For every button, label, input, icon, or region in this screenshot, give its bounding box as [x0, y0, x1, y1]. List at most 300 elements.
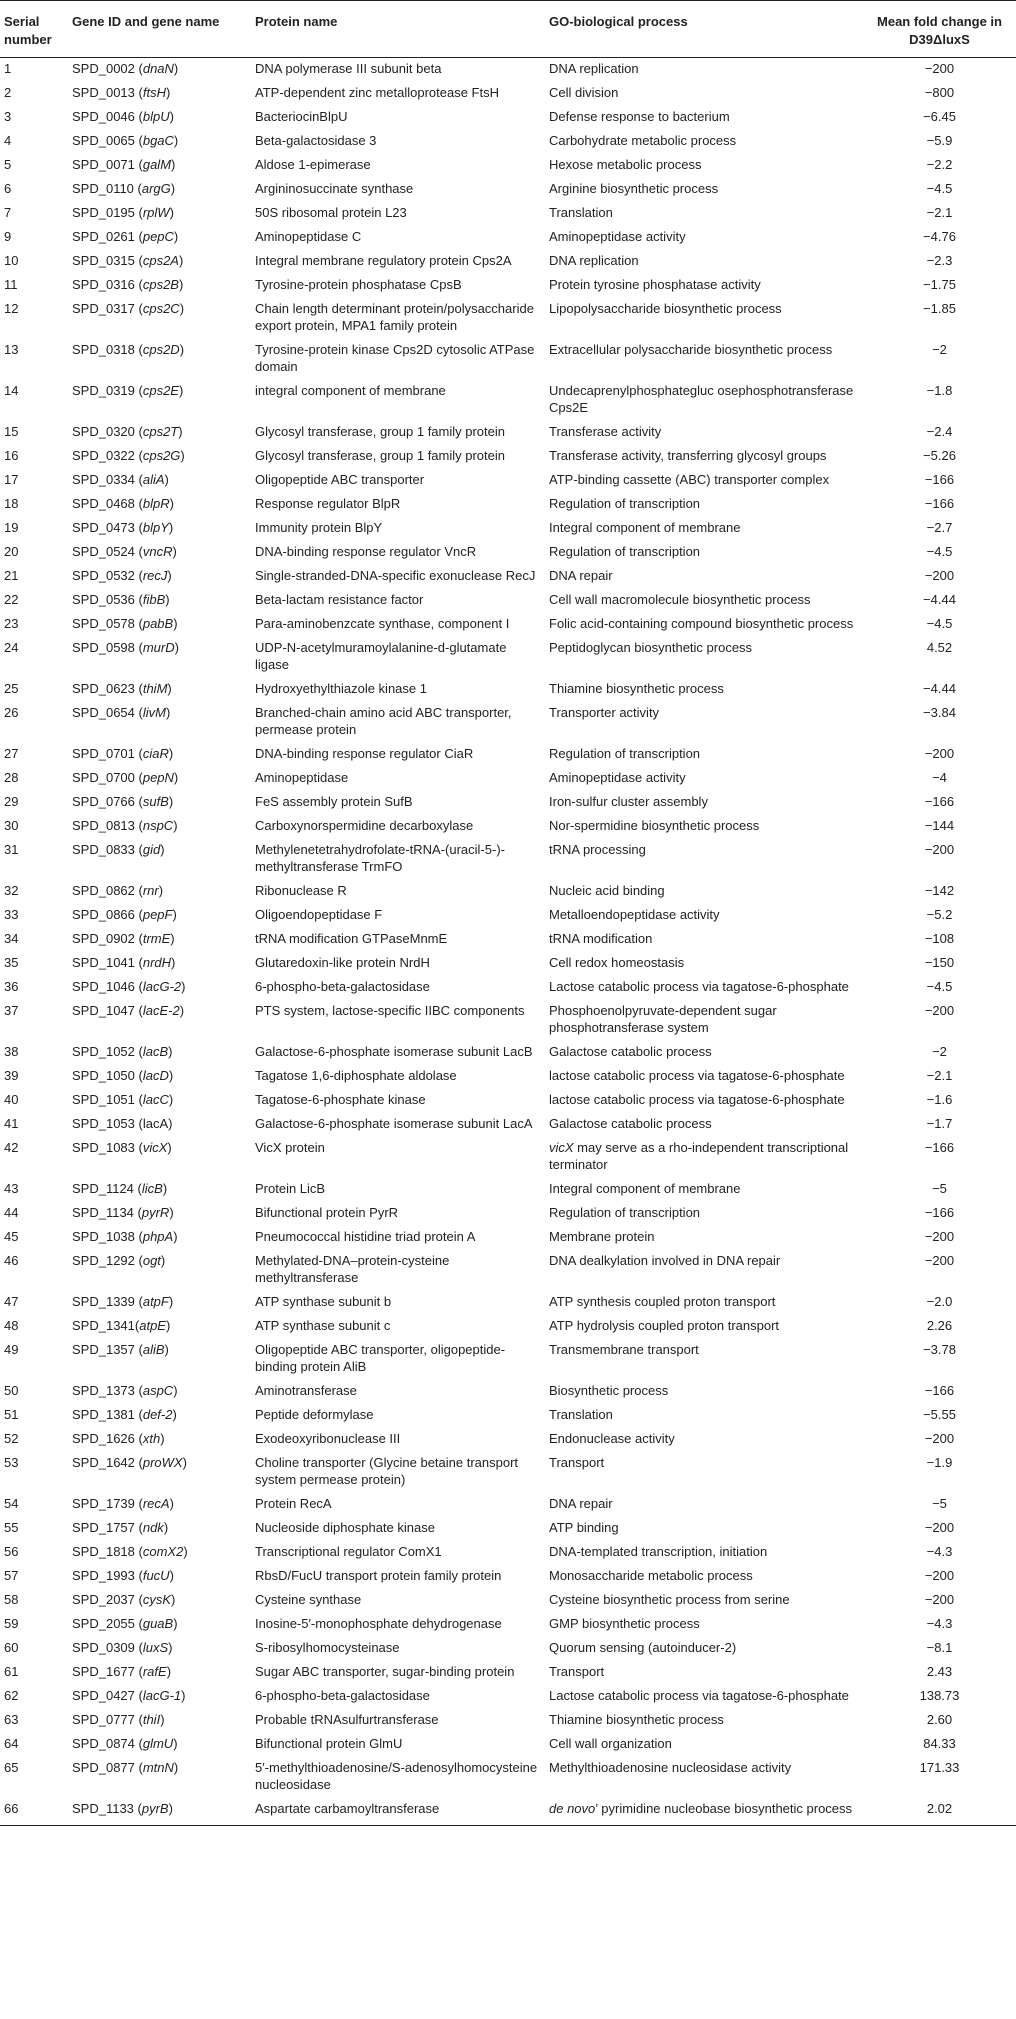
- gene-id: SPD_0862: [72, 883, 135, 898]
- go-process-cell: Folic acid-containing compound biosynthetic process: [549, 616, 854, 631]
- gene-name: ndk: [142, 1520, 164, 1535]
- gene-name: fibB: [142, 592, 166, 607]
- table-row: [0, 791, 1016, 815]
- go-process-cell: [545, 1798, 863, 1826]
- fold-change-cell: −166: [924, 472, 955, 487]
- table-row: [0, 1178, 1016, 1202]
- gene-cell: SPD_0046 (blpU): [72, 109, 174, 124]
- gene-cell: SPD_0002 (dnaN): [72, 61, 179, 76]
- serial-number-cell: 63: [4, 1712, 19, 1727]
- table-row: [0, 202, 1016, 226]
- serial-number-cell: 22: [4, 592, 19, 607]
- go-process-text: ’ pyrimidine nucleobase biosynthetic process: [595, 1801, 853, 1816]
- fold-change-cell: −166: [924, 1383, 955, 1398]
- serial-number-cell: 56: [4, 1544, 19, 1559]
- gene-id: SPD_0902: [72, 931, 135, 946]
- gene-id: SPD_1124: [72, 1181, 134, 1196]
- go-process-cell: Phosphoenolpyruvate-dependent sugar phosphotransferase system: [549, 1003, 777, 1035]
- gene-cell: SPD_1051 (lacC): [72, 1092, 174, 1107]
- serial-number-cell: 64: [4, 1736, 19, 1751]
- gene-cell: SPD_1339 (atpF): [72, 1294, 174, 1309]
- gene-cell: SPD_0524 (vncR): [72, 544, 177, 559]
- serial-number-cell: 11: [4, 277, 18, 292]
- serial-number-cell: 48: [4, 1318, 19, 1333]
- protein-name-cell: Transcriptional regulator ComX1: [255, 1544, 442, 1559]
- serial-number-cell: 42: [4, 1140, 19, 1155]
- table-row: [0, 226, 1016, 250]
- fold-change-cell: −4.5: [926, 181, 953, 196]
- serial-number-cell: 34: [4, 931, 19, 946]
- protein-name-cell: 6-phospho-beta-galactosidase: [255, 979, 430, 994]
- fold-change-cell: −1.7: [926, 1116, 953, 1131]
- gene-id: SPD_0468: [72, 496, 135, 511]
- go-process-cell: Quorum sensing (autoinducer-2): [549, 1640, 737, 1655]
- protein-name-cell: Exodeoxyribonuclease III: [255, 1431, 401, 1446]
- go-process-cell: Regulation of transcription: [549, 496, 701, 511]
- gene-id: SPD_0654: [72, 705, 135, 720]
- gene-name: thiM: [142, 681, 168, 696]
- protein-name-cell: Inosine-5′-monophosphate dehydrogenase: [255, 1616, 502, 1631]
- gene-name: ogt: [142, 1253, 161, 1268]
- protein-name-cell: Para-aminobenzcate synthase, component I: [255, 616, 510, 631]
- fold-change-cell: −108: [924, 931, 955, 946]
- fold-change-cell: −166: [924, 1205, 955, 1220]
- go-process-cell: [545, 1137, 863, 1178]
- protein-name-cell: BacteriocinBlpU: [255, 109, 348, 124]
- gene-id: SPD_0319: [72, 383, 135, 398]
- table-row: [0, 1226, 1016, 1250]
- gene-name: aspC: [142, 1383, 174, 1398]
- gene-id: SPD_0261: [72, 229, 135, 244]
- gene-name: atpF: [142, 1294, 169, 1309]
- fold-change-cell: −2.7: [926, 520, 953, 535]
- gene-cell: SPD_1381 (def-2): [72, 1407, 177, 1422]
- gene-cell: SPD_1357 (aliB): [72, 1342, 169, 1357]
- table-row: [0, 880, 1016, 904]
- fold-change-cell: −200: [924, 61, 955, 76]
- gene-cell: SPD_0578 (pabB): [72, 616, 178, 631]
- protein-name-cell: Carboxynorspermidine decarboxylase: [255, 818, 474, 833]
- fold-change-cell: −2.4: [926, 424, 953, 439]
- protein-name-cell: DNA-binding response regulator VncR: [255, 544, 477, 559]
- gene-cell: SPD_0317 (cps2C): [72, 301, 185, 316]
- go-process-cell: Integral component of membrane: [549, 1181, 741, 1196]
- table-row: [0, 928, 1016, 952]
- gene-name: argG: [141, 181, 171, 196]
- serial-number-cell: 3: [4, 109, 12, 124]
- gene-id: SPD_1041: [72, 955, 135, 970]
- go-process-cell: Iron-sulfur cluster assembly: [549, 794, 708, 809]
- fold-change-cell: −4.5: [926, 616, 953, 631]
- gene-id: SPD_1642: [72, 1455, 135, 1470]
- gene-name: ciaR: [142, 746, 169, 761]
- gene-name: licB: [141, 1181, 163, 1196]
- gene-cell: SPD_0261 (pepC): [72, 229, 179, 244]
- serial-number-cell: 4: [4, 133, 12, 148]
- gene-cell: SPD_0468 (blpR): [72, 496, 174, 511]
- protein-name-cell: 5′-methylthioadenosine/S-adenosylhomocysteine nucleosidase: [255, 1760, 538, 1792]
- go-process-cell: Cell redox homeostasis: [549, 955, 685, 970]
- protein-name-cell: Probable tRNAsulfurtransferase: [255, 1712, 439, 1727]
- gene-name: trmE: [142, 931, 171, 946]
- gene-name: vncR: [142, 544, 173, 559]
- gene-cell: SPD_1038 (phpA): [72, 1229, 178, 1244]
- go-process-cell: Transferase activity, transferring glycosyl groups: [549, 448, 827, 463]
- serial-number-cell: 35: [4, 955, 19, 970]
- gene-id: SPD_0334: [72, 472, 135, 487]
- fold-change-cell: −166: [924, 794, 955, 809]
- protein-name-cell: Tyrosine-protein kinase Cps2D cytosolic ATPase domain: [255, 342, 535, 374]
- gene-id: SPD_0578: [72, 616, 135, 631]
- table-row: [0, 1757, 1016, 1798]
- gene-cell: SPD_1041 (nrdH): [72, 955, 176, 970]
- gene-cell: SPD_1642 (proWX): [72, 1455, 187, 1470]
- table-row: [0, 743, 1016, 767]
- go-process-cell: DNA replication: [549, 61, 639, 76]
- protein-name-cell: Galactose-6-phosphate isomerase subunit LacA: [255, 1116, 533, 1131]
- gene-name: livM: [142, 705, 166, 720]
- gene-name: recA: [142, 1496, 170, 1511]
- go-process-cell: Cell wall macromolecule biosynthetic process: [549, 592, 811, 607]
- go-process-cell: Biosynthetic process: [549, 1383, 669, 1398]
- table-row: [0, 1065, 1016, 1089]
- fold-change-cell: 84.33: [923, 1736, 956, 1751]
- gene-name: lacG-1: [142, 1688, 182, 1703]
- gene-cell: SPD_0700 (pepN): [72, 770, 179, 785]
- gene-name: blpY: [142, 520, 169, 535]
- gene-cell: SPD_0874 (glmU): [72, 1736, 178, 1751]
- go-process-cell: lactose catabolic process via tagatose-6-phosphate: [549, 1068, 845, 1083]
- gene-cell: SPD_1052 (lacB): [72, 1044, 173, 1059]
- gene-id: SPD_0046: [72, 109, 135, 124]
- gene-name: sufB: [142, 794, 169, 809]
- serial-number-cell: 38: [4, 1044, 19, 1059]
- gene-cell: SPD_0318 (cps2D): [72, 342, 185, 357]
- serial-number-cell: 20: [4, 544, 19, 559]
- protein-name-cell: Methylated-DNA–protein-cysteine methyltransferase: [255, 1253, 450, 1285]
- gene-id: SPD_0065: [72, 133, 135, 148]
- protein-name-cell: Oligoendopeptidase F: [255, 907, 383, 922]
- protein-name-cell: ATP synthase subunit c: [255, 1318, 391, 1333]
- fold-change-cell: −200: [924, 1592, 955, 1607]
- table-row: [0, 565, 1016, 589]
- fold-change-cell: −3.84: [923, 705, 956, 720]
- fold-change-cell: −2.2: [926, 157, 953, 172]
- go-process-cell: Lipopolysaccharide biosynthetic process: [549, 301, 782, 316]
- table-row: [0, 1041, 1016, 1065]
- fold-change-cell: 2.60: [926, 1712, 953, 1727]
- gene-id: SPD_0110: [72, 181, 134, 196]
- serial-number-cell: 59: [4, 1616, 19, 1631]
- gene-id: SPD_0013: [72, 85, 135, 100]
- protein-name-cell: Sugar ABC transporter, sugar-binding protein: [255, 1664, 515, 1679]
- table-row: [0, 613, 1016, 637]
- gene-cell: SPD_0013 (ftsH): [72, 85, 171, 100]
- gene-name: lacE-2: [142, 1003, 180, 1018]
- go-process-cell: Carbohydrate metabolic process: [549, 133, 737, 148]
- go-process-cell: tRNA processing: [549, 842, 646, 857]
- table-body: [0, 58, 1016, 1826]
- protein-name-cell: Branched-chain amino acid ABC transporter, permease protein: [255, 705, 512, 737]
- gene-cell: SPD_0833 (gid): [72, 842, 165, 857]
- table-row: [0, 130, 1016, 154]
- protein-name-cell: Glutaredoxin-like protein NrdH: [255, 955, 430, 970]
- table-row: [0, 469, 1016, 493]
- gene-cell: SPD_1134 (pyrR): [72, 1205, 174, 1220]
- serial-number-cell: 32: [4, 883, 19, 898]
- serial-number-cell: 7: [4, 205, 12, 220]
- gene-cell: SPD_0777 (thiI): [72, 1712, 165, 1727]
- serial-number-cell: 29: [4, 794, 19, 809]
- gene-id: SPD_0315: [72, 253, 135, 268]
- gene-name: proWX: [142, 1455, 183, 1470]
- gene-cell: SPD_2037 (cysK): [72, 1592, 176, 1607]
- gene-id: SPD_2037: [72, 1592, 135, 1607]
- fold-change-cell: −2: [932, 1044, 947, 1059]
- gene-name: lacC: [142, 1092, 169, 1107]
- protein-name-cell: Bifunctional protein GlmU: [255, 1736, 403, 1751]
- protein-name-cell: FeS assembly protein SufB: [255, 794, 413, 809]
- fold-change-cell: −200: [924, 1431, 955, 1446]
- protein-name-cell: tRNA modification GTPaseMnmE: [255, 931, 448, 946]
- table-row: [0, 1452, 1016, 1493]
- gene-name: pepF: [142, 907, 173, 922]
- gene-name: pyrR: [141, 1205, 170, 1220]
- serial-number-cell: 28: [4, 770, 19, 785]
- gene-id: SPD_1051: [72, 1092, 135, 1107]
- gene-id: SPD_1757: [72, 1520, 135, 1535]
- gene-id: SPD_0700: [72, 770, 135, 785]
- gene-cell: SPD_1373 (aspC): [72, 1383, 178, 1398]
- gene-cell: SPD_1626 (xth): [72, 1431, 165, 1446]
- table-row: [0, 380, 1016, 421]
- table-row: [0, 1733, 1016, 1757]
- fold-change-cell: −142: [924, 883, 955, 898]
- table-row: [0, 1661, 1016, 1685]
- gene-cell: SPD_0701 (ciaR): [72, 746, 174, 761]
- table-row: [0, 1493, 1016, 1517]
- table-row: [0, 250, 1016, 274]
- protein-name-cell: Response regulator BlpR: [255, 496, 401, 511]
- go-process-cell: Aminopeptidase activity: [549, 770, 686, 785]
- protein-name-cell: Choline transporter (Glycine betaine transport system permease protein): [255, 1455, 519, 1487]
- fold-change-cell: −200: [924, 1003, 955, 1018]
- gene-id: SPD_0473: [72, 520, 135, 535]
- protein-name-cell: UDP-N-acetylmuramoylalanine-d-glutamate ligase: [255, 640, 507, 672]
- table-row: [0, 421, 1016, 445]
- fold-change-cell: −144: [924, 818, 955, 833]
- fold-change-cell: −5.55: [923, 1407, 956, 1422]
- fold-change-cell: −4.5: [926, 979, 953, 994]
- gene-name: luxS: [142, 1640, 169, 1655]
- gene-name: lacD: [142, 1068, 169, 1083]
- gene-id: SPD_0766: [72, 794, 135, 809]
- serial-number-cell: 26: [4, 705, 19, 720]
- go-process-cell: Lactose catabolic process via tagatose-6-phosphate: [549, 979, 849, 994]
- go-process-cell: ATP hydrolysis coupled proton transport: [549, 1318, 780, 1333]
- serial-number-cell: 65: [4, 1760, 19, 1775]
- serial-number-cell: 31: [4, 842, 19, 857]
- go-process-cell: Galactose catabolic process: [549, 1116, 712, 1131]
- gene-name: cps2C: [142, 301, 180, 316]
- table-row: [0, 1685, 1016, 1709]
- serial-number-cell: 9: [4, 229, 12, 244]
- gene-name: aliA: [142, 472, 165, 487]
- go-process-text: may serve as a rho-independent transcriptional terminator: [549, 1140, 849, 1172]
- gene-cell: SPD_1046 (lacG-2): [72, 979, 186, 994]
- go-process-cell: Cell wall organization: [549, 1736, 672, 1751]
- table-row: [0, 976, 1016, 1000]
- go-process-cell: DNA-templated transcription, initiation: [549, 1544, 768, 1559]
- fold-change-cell: −1.8: [926, 383, 953, 398]
- fold-change-cell: −4.3: [926, 1544, 953, 1559]
- protein-name-cell: Protein LicB: [255, 1181, 326, 1196]
- protein-name-cell: VicX protein: [255, 1140, 325, 1155]
- gene-name: comX2: [142, 1544, 184, 1559]
- fold-change-cell: −1.9: [926, 1455, 953, 1470]
- fold-change-cell: −800: [924, 85, 955, 100]
- protein-name-cell: Single-stranded-DNA-specific exonuclease RecJ: [255, 568, 536, 583]
- serial-number-cell: 18: [4, 496, 19, 511]
- protein-name-cell: integral component of membrane: [255, 383, 446, 398]
- serial-number-cell: 47: [4, 1294, 19, 1309]
- fold-change-cell: −2.0: [926, 1294, 953, 1309]
- table-row: [0, 1404, 1016, 1428]
- gene-id: SPD_1993: [72, 1568, 135, 1583]
- gene-name: ftsH: [142, 85, 166, 100]
- table-row: [0, 517, 1016, 541]
- gene-cell: SPD_1341(atpE): [72, 1318, 171, 1333]
- go-process-cell: Galactose catabolic process: [549, 1044, 712, 1059]
- gene-name: aliB: [142, 1342, 165, 1357]
- protein-name-cell: Oligopeptide ABC transporter, oligopeptide-binding protein AliB: [255, 1342, 506, 1374]
- table-row: [0, 1380, 1016, 1404]
- gene-id: SPD_0833: [72, 842, 135, 857]
- gene-id: SPD_1341: [72, 1318, 135, 1333]
- gene-cell: SPD_0902 (trmE): [72, 931, 175, 946]
- gene-cell: SPD_0110 (argG): [72, 181, 176, 196]
- fold-change-cell: 2.02: [863, 1798, 1016, 1826]
- serial-number-cell: 66: [0, 1798, 68, 1826]
- table-row: [0, 1798, 1016, 1826]
- table-row: [0, 154, 1016, 178]
- go-process-cell: Transport: [549, 1455, 605, 1470]
- serial-number-cell: 24: [4, 640, 19, 655]
- protein-name-cell: Aminopeptidase: [255, 770, 349, 785]
- gene-id: SPD_0532: [72, 568, 135, 583]
- header-go-process: GO-biological process: [545, 1, 863, 58]
- gene-name: mtnN: [142, 1760, 174, 1775]
- gene-cell: SPD_1993 (fucU): [72, 1568, 174, 1583]
- serial-number-cell: 60: [4, 1640, 19, 1655]
- serial-number-cell: 46: [4, 1253, 19, 1268]
- table-row: [0, 82, 1016, 106]
- table-row: [0, 637, 1016, 678]
- serial-number-cell: 61: [4, 1664, 19, 1679]
- fold-change-cell: −1.6: [926, 1092, 953, 1107]
- go-process-cell: ATP synthesis coupled proton transport: [549, 1294, 776, 1309]
- protein-name-cell: Argininosuccinate synthase: [255, 181, 414, 196]
- protein-name-cell: Galactose-6-phosphate isomerase subunit LacB: [255, 1044, 533, 1059]
- fold-change-cell: −200: [924, 842, 955, 857]
- gene-name: bgaC: [142, 133, 174, 148]
- go-process-cell: lactose catabolic process via tagatose-6-phosphate: [549, 1092, 845, 1107]
- go-process-cell: Endonuclease activity: [549, 1431, 675, 1446]
- go-process-cell: Nor-spermidine biosynthetic process: [549, 818, 760, 833]
- gene-name: rafE: [142, 1664, 167, 1679]
- gene-cell: SPD_0536 (fibB): [72, 592, 170, 607]
- table-row: [0, 1202, 1016, 1226]
- protein-name-cell: Glycosyl transferase, group 1 family protein: [255, 424, 505, 439]
- gene-cell: SPD_1818 (comX2): [72, 1544, 188, 1559]
- gene-name: lacB: [142, 1044, 169, 1059]
- table-row: [0, 702, 1016, 743]
- go-process-cell: Translation: [549, 1407, 613, 1422]
- protein-name-cell: DNA polymerase III subunit beta: [255, 61, 442, 76]
- go-process-cell: Integral component of membrane: [549, 520, 741, 535]
- gene-id: SPD_1381: [72, 1407, 135, 1422]
- gene-cell: SPD_0862 (rnr): [72, 883, 164, 898]
- protein-name-cell: Chain length determinant protein/polysaccharide export protein, MPA1 family protein: [255, 301, 534, 333]
- gene-name: nrdH: [142, 955, 172, 970]
- gene-id: SPD_0777: [72, 1712, 135, 1727]
- gene-id: SPD_2055: [72, 1616, 135, 1631]
- gene-id: SPD_1052: [72, 1044, 135, 1059]
- gene-id: SPD_1083: [72, 1140, 135, 1155]
- gene-name: thiI: [142, 1712, 161, 1727]
- go-process-cell: Regulation of transcription: [549, 1205, 701, 1220]
- serial-number-cell: 6: [4, 181, 12, 196]
- fold-change-cell: −1.85: [923, 301, 956, 316]
- protein-name-cell: Hydroxyethylthiazole kinase 1: [255, 681, 427, 696]
- go-process-cell: Transmembrane transport: [549, 1342, 699, 1357]
- gene-name: recJ: [142, 568, 168, 583]
- serial-number-cell: 33: [4, 907, 19, 922]
- fold-change-cell: −4.5: [926, 544, 953, 559]
- table-row: [0, 1291, 1016, 1315]
- go-process-cell: Aminopeptidase activity: [549, 229, 686, 244]
- serial-number-cell: 23: [4, 616, 19, 631]
- serial-number-cell: 17: [4, 472, 19, 487]
- go-process-cell: Cell division: [549, 85, 619, 100]
- protein-name-cell: 6-phospho-beta-galactosidase: [255, 1688, 430, 1703]
- gene-cell: SPD_0195 (rplW): [72, 205, 174, 220]
- go-process-cell: Regulation of transcription: [549, 746, 701, 761]
- go-process-cell: Nucleic acid binding: [549, 883, 665, 898]
- table-row: [0, 952, 1016, 976]
- go-process-cell: Transporter activity: [549, 705, 660, 720]
- header-protein-name: Protein name: [251, 1, 545, 58]
- gene-cell: SPD_0766 (sufB): [72, 794, 174, 809]
- gene-name: rplW: [142, 205, 170, 220]
- gene-name: glmU: [142, 1736, 174, 1751]
- table-row: [0, 839, 1016, 880]
- fold-change-cell: −200: [924, 1253, 955, 1268]
- go-process-italic-term: vicX: [549, 1140, 574, 1155]
- table-row: [0, 589, 1016, 613]
- go-process-cell: Membrane protein: [549, 1229, 655, 1244]
- protein-name-cell: Tagatose 1,6-diphosphate aldolase: [255, 1068, 457, 1083]
- gene-id: SPD_1739: [72, 1496, 135, 1511]
- table-row: [0, 58, 1016, 83]
- fold-change-cell: −4.44: [923, 592, 956, 607]
- serial-number-cell: 25: [4, 681, 19, 696]
- gene-id: SPD_1357: [72, 1342, 135, 1357]
- gene-id: SPD_0598: [72, 640, 135, 655]
- gene-id: SPD_1133: [72, 1801, 134, 1816]
- gene-cell: SPD_0334 (aliA): [72, 472, 169, 487]
- gene-cell: SPD_0866 (pepF): [72, 907, 177, 922]
